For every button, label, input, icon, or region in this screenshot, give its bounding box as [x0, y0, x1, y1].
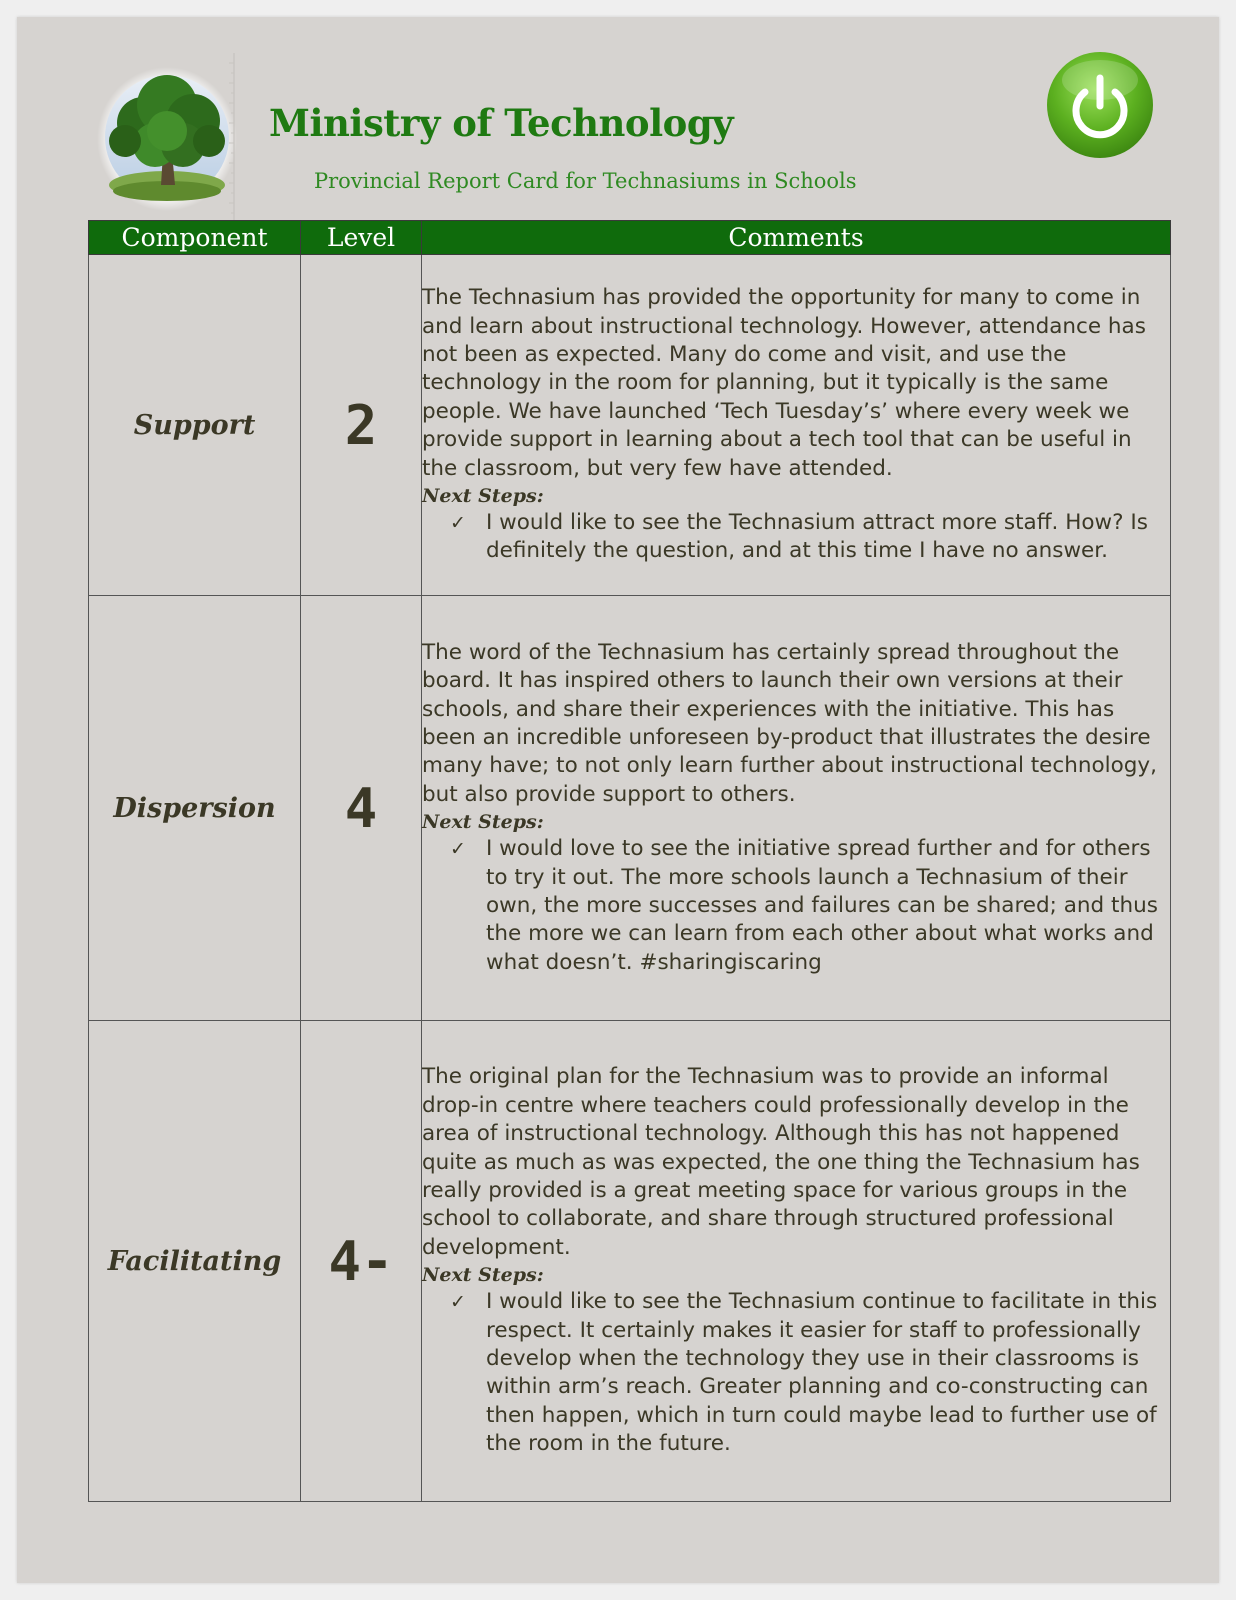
level-cell: 4- [301, 1021, 422, 1502]
comment-text: The word of the Technasium has certainly spread throughout the board. It has inspired others to launch their own versions at their schools, and share their experiences with the initiative. This has been an incredible unforeseen by-product that illustrates the desire many have; to not only learn further about instructional technology, but also provide support to others. [422, 639, 1157, 807]
next-step-item [422, 509, 1170, 566]
component-cell: Dispersion [89, 596, 301, 1021]
next-steps-label: Next Steps: [422, 811, 544, 834]
comment-text: The original plan for the Technasium was to provide an informal drop-in centre where teachers could professionally develop in the area of instructional technology. Although this has not happened quite as much as was expected, the one thing the Technasium has really provided is a great meeting space for various groups in the school to collaborate, and share through structured professional development. [422, 1064, 1140, 1260]
next-step-text: I would love to see the initiative spread further and for others to try it out. The more schools launch a Technasium of their own, the more successes and failures can be shared; and thus the more we can learn from each other about what works and what doesn’t. #sharingiscaring [486, 836, 1158, 975]
component-cell: Facilitating [89, 1021, 301, 1502]
page-subtitle: Provincial Report Card for Technasiums in Schools [314, 169, 857, 193]
header-level: Level [301, 221, 422, 255]
next-step-text: I would like to see the Technasium attract more staff. How? Is definitely the question, and at this time I have no answer. [486, 510, 1148, 564]
report-page [17, 17, 1219, 1583]
next-step-item [422, 835, 1170, 977]
level-cell: 4 [301, 596, 422, 1021]
report-table [88, 220, 1171, 1502]
page-title: Ministry of Technology [269, 101, 734, 145]
ruler-decoration [228, 53, 236, 229]
next-steps-label: Next Steps: [422, 1264, 544, 1287]
comments-cell [422, 255, 1171, 596]
component-cell: Support [89, 255, 301, 596]
table-header-row [89, 221, 1171, 255]
next-step-item [422, 1288, 1170, 1458]
power-icon[interactable] [1045, 50, 1155, 160]
check-icon: ✓ [450, 1291, 466, 1314]
comments-cell [422, 596, 1171, 1021]
table-row [89, 1021, 1171, 1502]
comment-text: The Technasium has provided the opportunity for many to come in and learn about instructional technology. However, attendance has not been as expected. Many do come and visit, and use the technology in the room for planning, but it typically is the same people. We have launched ‘Tech Tuesday’s’ where every week we provide support in learning about a tech tool that can be useful in the classroom, but very few have attended. [422, 285, 1146, 481]
check-icon: ✓ [450, 512, 466, 535]
table-row [89, 596, 1171, 1021]
table-row [89, 255, 1171, 596]
level-cell: 2 [301, 255, 422, 596]
check-icon: ✓ [450, 838, 466, 861]
next-steps-label: Next Steps: [422, 485, 544, 508]
header-comments: Comments [422, 221, 1171, 255]
comments-cell [422, 1021, 1171, 1502]
next-step-text: I would like to see the Technasium continue to facilitate in this respect. It certainly makes it easier for staff to professionally develop when the technology they use in their classrooms is within arm’s reach. Greater planning and co-constructing can then happen, which in turn could maybe lead to further use of the room in the future. [486, 1289, 1158, 1457]
header-component: Component [89, 221, 301, 255]
